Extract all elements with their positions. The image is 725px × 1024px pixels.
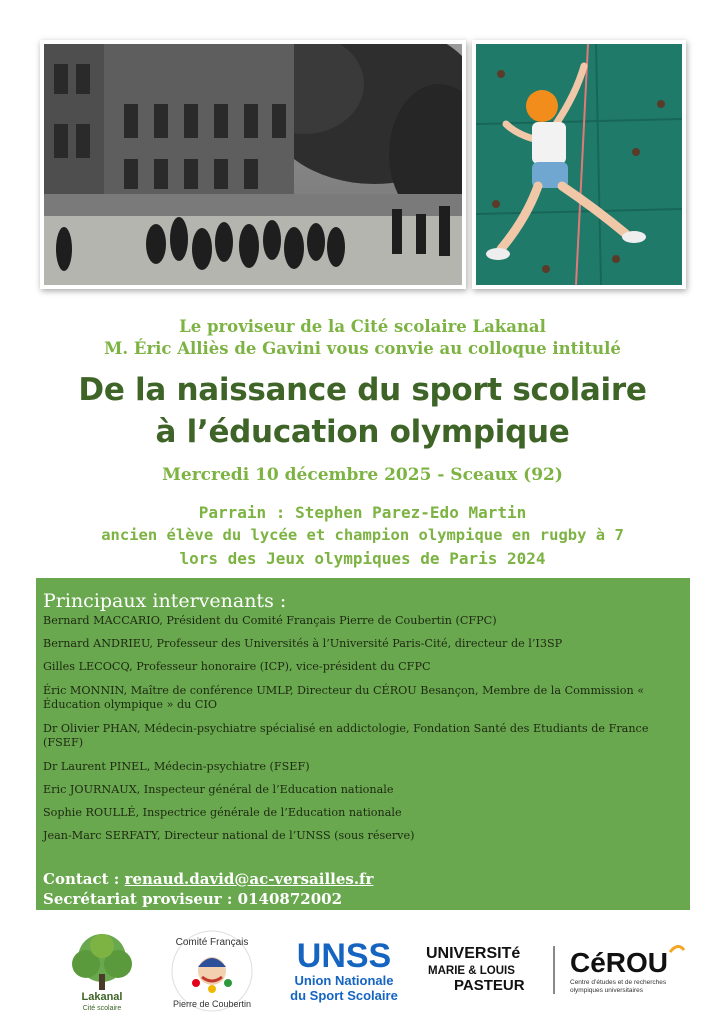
speakers-list	[43, 614, 683, 852]
umlp-logo-line-2: MARIE & LOUIS	[428, 965, 515, 977]
event-date: Mercredi 10 décembre 2025 - Sceaux (92)	[162, 465, 563, 485]
contact-line	[43, 870, 373, 888]
umlp-logo-line-1: UNIVERSITé	[426, 945, 521, 962]
umlp-logo	[424, 942, 558, 998]
speaker-item: Bernard ANDRIEU, Professeur des Universités à l’Université Paris-Cité, directeur de l’I3SP	[43, 637, 563, 651]
coubertin-logo-bottom-text: Pierre de Coubertin	[172, 999, 252, 1009]
speakers-panel	[36, 578, 690, 910]
secretariat-line: Secrétariat proviseur : 0140872002	[43, 890, 343, 908]
speaker-item: Sophie ROULLÉ, Inspectrice générale de l’Education nationale	[43, 805, 402, 819]
unss-logo	[282, 935, 406, 1007]
speaker-item: Eric JOURNAUX, Inspecteur général de l’Education nationale	[43, 782, 394, 796]
cerou-logo-line-2: olympiques universitaires	[570, 987, 643, 994]
sponsor-line-1: Parrain : Stephen Parez-Edo Martin	[198, 503, 527, 522]
speaker-item: Jean-Marc SERFATY, Directeur national de l’UNSS (sous réserve)	[43, 829, 415, 843]
umlp-logo-line-3: PASTEUR	[454, 977, 525, 994]
coubertin-logo	[166, 925, 258, 1017]
unss-logo-line-1: Union Nationale	[294, 973, 394, 988]
unss-logo-line-2: du Sport Scolaire	[290, 988, 398, 1003]
contact-label: Contact :	[43, 870, 125, 888]
contact-email-link[interactable]: renaud.david@ac-versailles.fr	[124, 870, 374, 888]
sponsor-line-2: ancien élève du lycée et champion olympique en rugby à 7	[101, 526, 624, 544]
climbing-photo	[472, 40, 686, 289]
colloquium-title-line-2: à l’éducation olympique	[155, 414, 570, 450]
speaker-item: Dr Laurent PINEL, Médecin-psychiatre (FSEF)	[43, 759, 310, 773]
coubertin-logo-top-text: Comité Français	[175, 937, 249, 948]
intro-line-1: Le proviseur de la Cité scolaire Lakanal	[179, 317, 546, 336]
lakanal-logo-subtitle: Cité scolaire	[82, 1005, 122, 1012]
speaker-item: Gilles LECOCQ, Professeur honoraire (ICP), vice-président du CFPC	[43, 660, 431, 674]
speakers-heading: Principaux intervenants :	[43, 590, 287, 612]
historic-photo	[40, 40, 466, 289]
sponsor-line-3: lors des Jeux olympiques de Paris 2024	[179, 549, 546, 568]
cerou-logo	[566, 942, 696, 998]
speaker-item: Éric MONNIN, Maître de conférence UMLP, Directeur du CÉROU Besançon, Membre de la Commission « Éducation olympique » du CIO	[43, 683, 645, 712]
lakanal-logo	[64, 930, 140, 1014]
colloquium-title-line-1: De la naissance du sport scolaire	[78, 372, 647, 408]
speaker-item: Bernard MACCARIO, Président du Comité Français Pierre de Coubertin (CFPC)	[43, 614, 497, 627]
unss-logo-acronym: UNSS	[296, 937, 392, 975]
speaker-item: Dr Olivier PHAN, Médecin-psychiatre spécialisé en addictologie, Fondation Santé des Etudiants de France (FSEF)	[43, 721, 649, 750]
intro-line-2: M. Éric Alliès de Gavini vous convie au colloque intitulé	[104, 339, 621, 358]
cerou-logo-line-1: Centre d’études et de recherches	[570, 979, 667, 986]
lakanal-logo-name: Lakanal	[81, 991, 123, 1003]
cerou-logo-name: CéROU	[570, 947, 669, 978]
